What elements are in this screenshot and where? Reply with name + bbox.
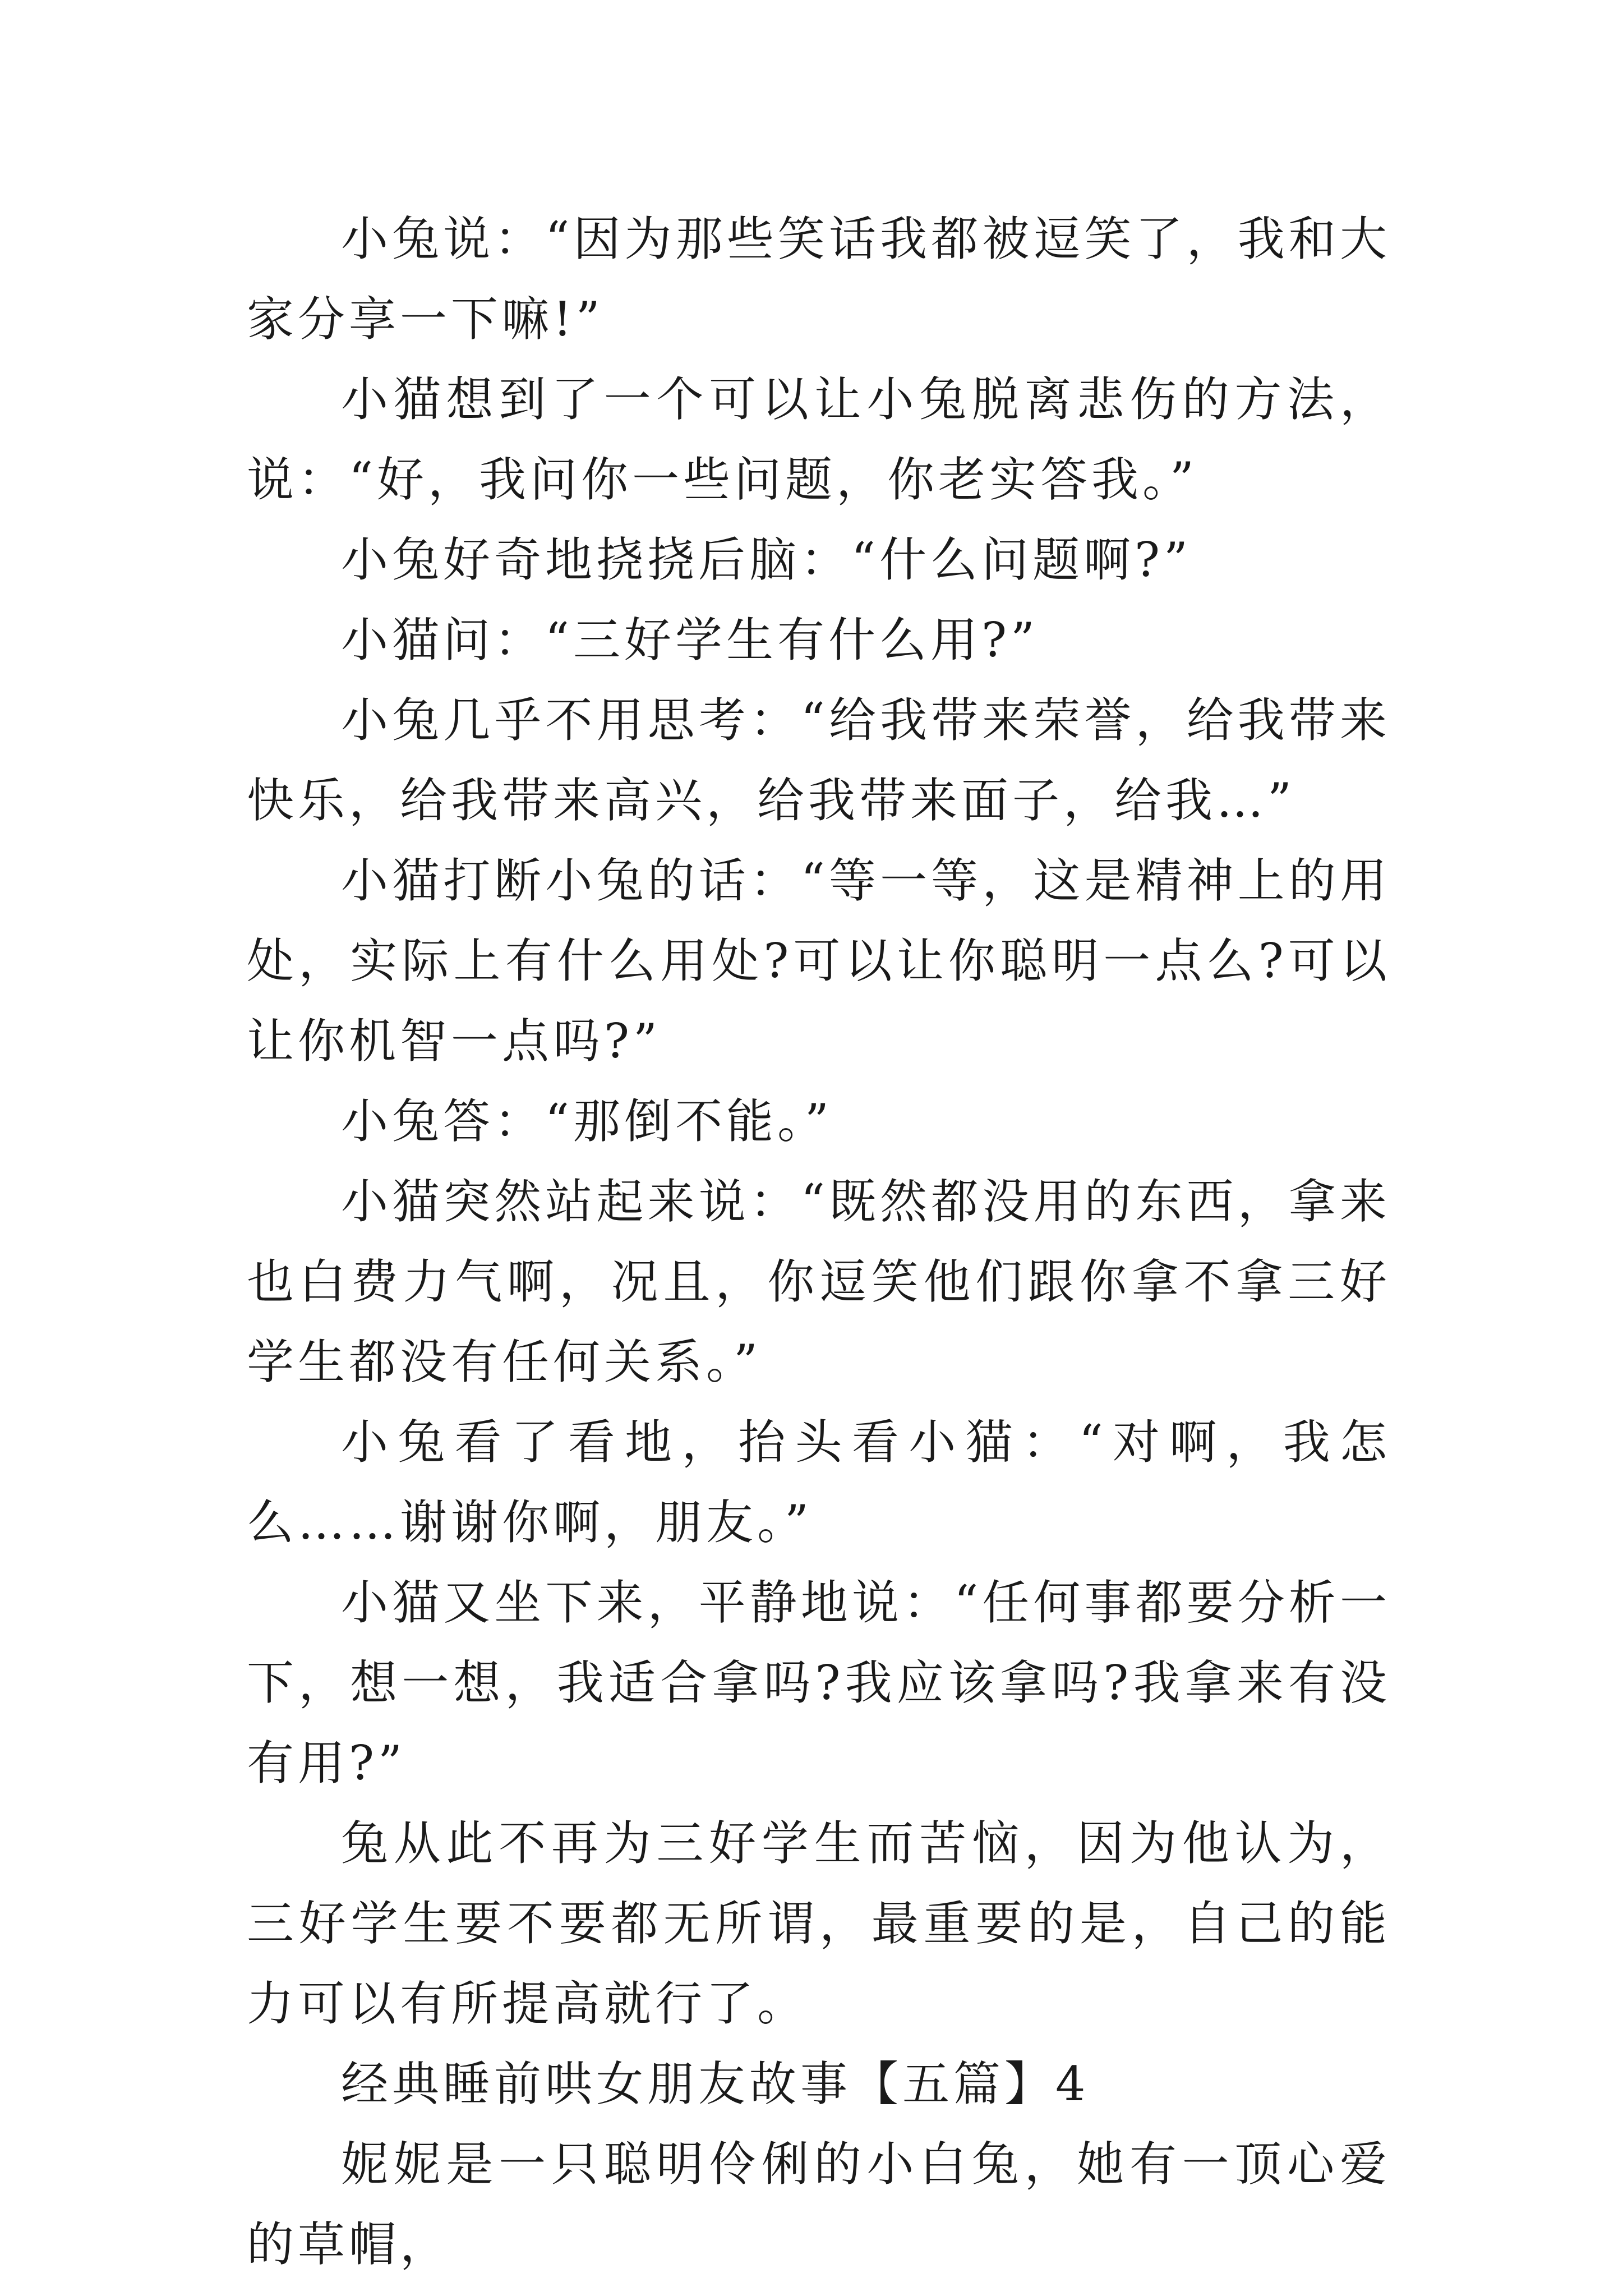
paragraph-2: 小猫想到了一个可以让小兔脱离悲伤的方法，说：“好，我问你一些问题，你老实答我。”: [247, 372, 1391, 507]
paragraph-11: 兔从此不再为三好学生而苦恼，因为他认为，三好学生要不要都无所谓，最重要的是，自己的能力可以有所提高就行了。: [247, 1816, 1391, 2031]
paragraph-5: 小兔几乎不用思考：“给我带来荣誉，给我带来快乐，给我带来高兴，给我带来面子，给我…”: [247, 693, 1391, 828]
paragraph-8: 小猫突然站起来说：“既然都没用的东西，拿来也白费力气啊，况且，你逗笑他们跟你拿不拿三好学生都没有任何关系。”: [247, 1174, 1391, 1389]
document-body: [247, 199, 1391, 2285]
paragraph-9: 小兔看了看地，抬头看小猫：“对啊，我怎么……谢谢你啊，朋友。”: [247, 1415, 1391, 1550]
paragraph-7: 小兔答：“那倒不能。”: [341, 1094, 833, 1149]
section-heading: 经典睡前哄女朋友故事【五篇】4: [341, 2056, 1090, 2111]
paragraph-12: 妮妮是一只聪明伶俐的小白兔，她有一顶心爱的草帽，: [247, 2137, 1391, 2272]
paragraph-1: 小兔说：“因为那些笑话我都被逗笑了，我和大家分享一下嘛!”: [247, 211, 1391, 347]
paragraph-6: 小猫打断小兔的话：“等一等，这是精神上的用处，实际上有什么用处?可以让你聪明一点么?可以让你机智一点吗?”: [247, 853, 1391, 1069]
paragraph-3: 小兔好奇地挠挠后脑：“什么问题啊?”: [341, 532, 1192, 587]
paragraph-10: 小猫又坐下来，平静地说：“任何事都要分析一下，想一想，我适合拿吗?我应该拿吗?我拿来有没有用?”: [247, 1575, 1391, 1791]
paragraph-4: 小猫问：“三好学生有什么用?”: [341, 613, 1039, 668]
